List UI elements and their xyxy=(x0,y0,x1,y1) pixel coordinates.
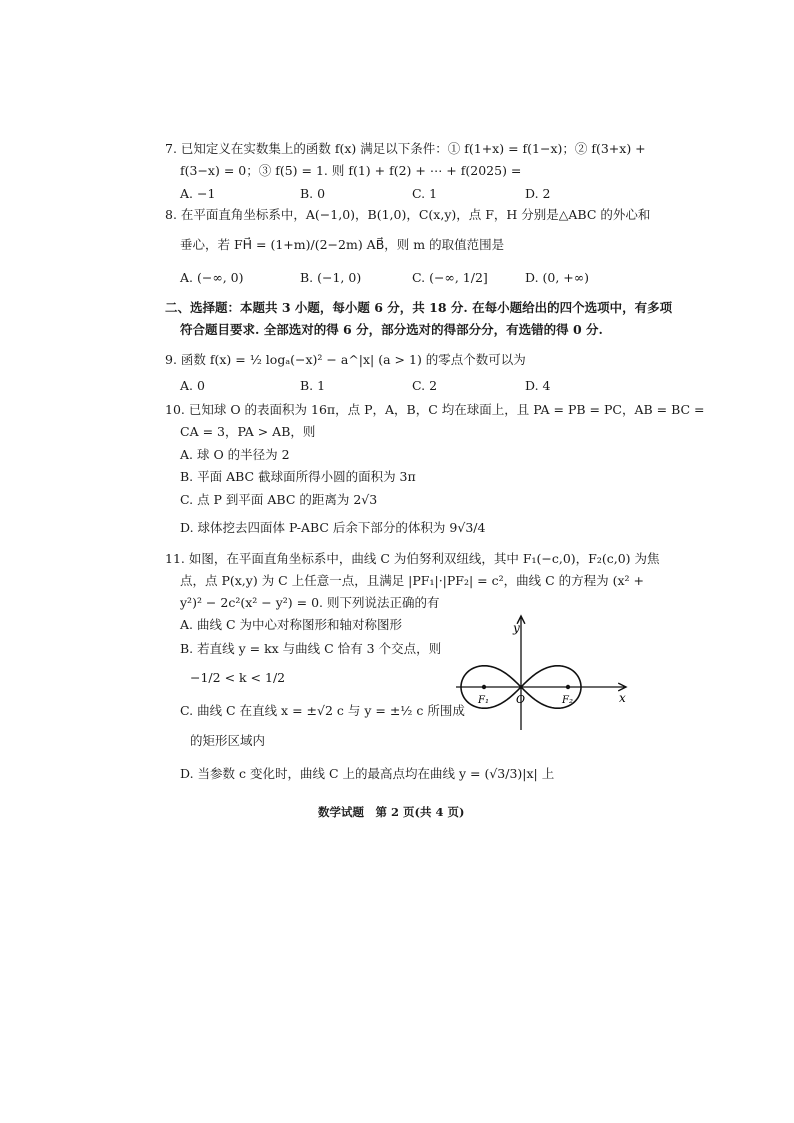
q7-option-c: C. 1 xyxy=(412,186,438,201)
q11-stem-line3: y²)² − 2c²(x² − y²) = 0. 则下列说法正确的有 xyxy=(180,595,440,610)
q7-option-d: D. 2 xyxy=(525,186,551,201)
q10-stem-line2: CA = 3，PA > AB，则 xyxy=(180,424,316,439)
q10-option-d: D. 球体挖去四面体 P-ABC 后余下部分的体积为 9√3/4 xyxy=(180,520,486,535)
q10-stem-line1: 10. 已知球 O 的表面积为 16π，点 P，A，B，C 均在球面上，且 PA = PB = PC，AB = BC = xyxy=(165,402,705,417)
q8-option-d: D. (0, +∞) xyxy=(525,270,590,285)
q9-option-a: A. 0 xyxy=(180,378,205,393)
lemniscate-figure xyxy=(456,612,641,732)
q11-stem-line2: 点，点 P(x,y) 为 C 上任意一点，且满足 |PF₁|·|PF₂| = c²，曲线 C 的方程为 (x² + xyxy=(180,573,644,588)
q8-option-b: B. (−1, 0) xyxy=(300,270,362,285)
q9-option-b: B. 1 xyxy=(300,378,326,393)
q11-option-c-line2: 的矩形区域内 xyxy=(190,733,266,748)
q11-stem-line1: 11. 如图，在平面直角坐标系中，曲线 C 为伯努利双纽线，其中 F₁(−c,0)，F₂(c,0) 为焦 xyxy=(165,551,660,566)
section2-instruction-line1: 二、选择题：本题共 3 小题，每小题 6 分，共 18 分. 在每小题给出的四个选项中，有多项 xyxy=(165,300,673,315)
q9-option-c: C. 2 xyxy=(412,378,438,393)
q8-option-a: A. (−∞, 0) xyxy=(180,270,244,285)
q11-option-c-line1: C. 曲线 C 在直线 x = ±√2 c 与 y = ±½ c 所围成 xyxy=(180,703,465,718)
f2-label: F₂ xyxy=(562,695,573,706)
q7-stem-line2: f(3−x) = 0；③ f(5) = 1. 则 f(1) + f(2) + ⋯ + f(2025) = xyxy=(180,163,522,178)
x-axis-label: x xyxy=(619,691,626,705)
q9-option-d: D. 4 xyxy=(525,378,551,393)
q10-option-a: A. 球 O 的半径为 2 xyxy=(180,447,290,462)
q8-option-c: C. (−∞, 1/2] xyxy=(412,270,488,285)
q11-option-a: A. 曲线 C 为中心对称图形和轴对称图形 xyxy=(180,617,402,632)
section2-instruction-line2: 符合题目要求. 全部选对的得 6 分，部分选对的得部分分，有选错的得 0 分. xyxy=(180,322,603,337)
f1-label: F₁ xyxy=(478,695,489,706)
page-footer: 数学试题 第 2 页(共 4 页) xyxy=(318,805,465,819)
origin-label: O xyxy=(516,693,526,706)
q8-stem-line1: 8. 在平面直角坐标系中，A(−1,0)，B(1,0)，C(x,y)，点 F，H 分别是△ABC 的外心和 xyxy=(165,207,651,222)
q10-option-b: B. 平面 ABC 截球面所得小圆的面积为 3π xyxy=(180,469,416,484)
q10-option-c: C. 点 P 到平面 ABC 的距离为 2√3 xyxy=(180,492,378,507)
q7-stem-line1: 7. 已知定义在实数集上的函数 f(x) 满足以下条件：① f(1+x) = f(1−x)；② f(3+x) + xyxy=(165,141,646,156)
q11-option-b-line2: −1/2 < k < 1/2 xyxy=(190,670,286,685)
q9-stem: 9. 函数 f(x) = ½ logₐ(−x)² − a^|x| (a > 1) 的零点个数可以为 xyxy=(165,352,526,367)
q7-option-b: B. 0 xyxy=(300,186,326,201)
q7-option-a: A. −1 xyxy=(180,186,216,201)
q11-option-d: D. 当参数 c 变化时，曲线 C 上的最高点均在曲线 y = (√3/3)|x| 上 xyxy=(180,766,555,781)
q8-stem-line2: 垂心，若 FH⃗ = (1+m)/(2−2m) AB⃗，则 m 的取值范围是 xyxy=(180,237,505,252)
focus-f2-point xyxy=(566,685,570,689)
focus-f1-point xyxy=(482,685,486,689)
q11-option-b-line1: B. 若直线 y = kx 与曲线 C 恰有 3 个交点，则 xyxy=(180,641,442,656)
y-axis-label: y xyxy=(513,621,520,635)
